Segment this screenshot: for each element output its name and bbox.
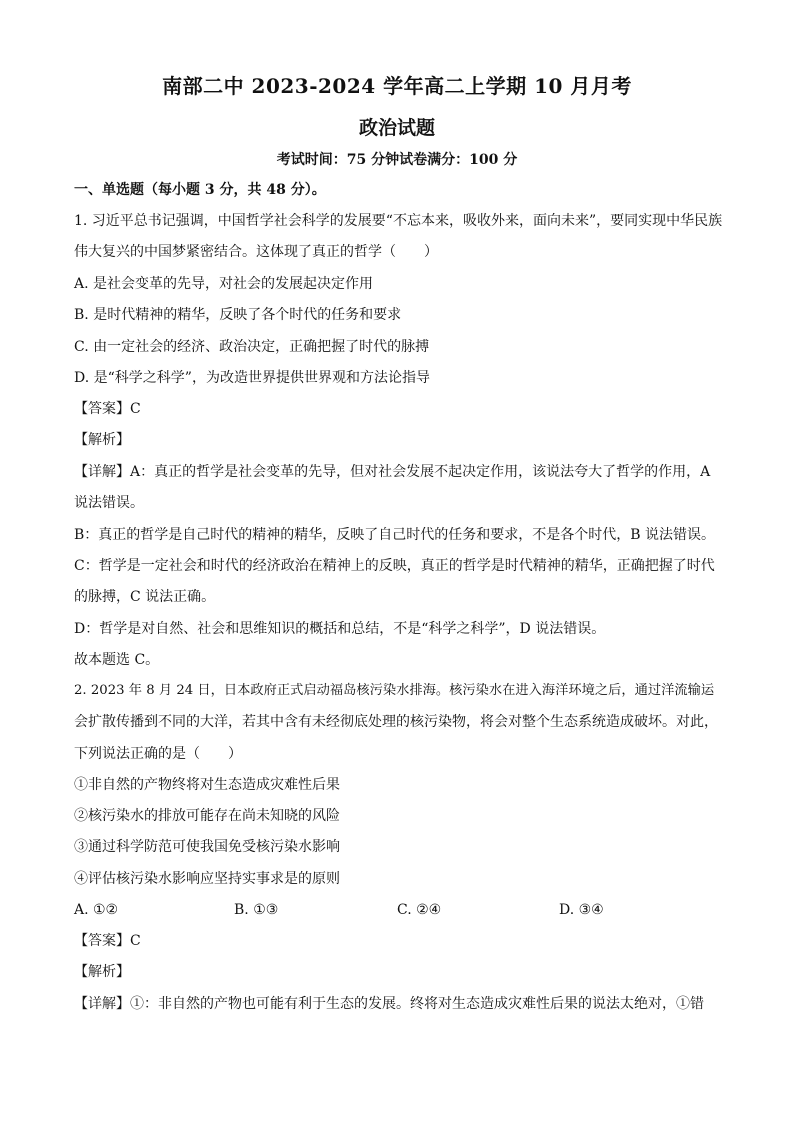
q1-detail-line2: 说法错误。: [74, 495, 144, 511]
q2-item-2: ②核污染水的排放可能存在尚未知晓的风险: [74, 808, 340, 824]
q1-option-a: A. 是社会变革的先导，对社会的发展起决定作用: [74, 276, 374, 292]
q2-option-b: B. ①③: [234, 902, 279, 918]
q1-detail-line3: B：真正的哲学是自己时代的精神的精华，反映了自己时代的任务和要求，不是各个时代，B 说法错误。: [74, 527, 716, 543]
q1-option-c: C. 由一定社会的经济、政治决定，正确把握了时代的脉搏: [74, 339, 430, 355]
q1-option-b: B. 是时代精神的精华，反映了各个时代的任务和要求: [74, 307, 402, 323]
q2-detail-line1: 【详解】①：非自然的产物也可能有利于生态的发展。终将对生态造成灾难性后果的说法太绝对，①错: [74, 996, 704, 1012]
q1-detail-line1: 【详解】A：真正的哲学是社会变革的先导，但对社会发展不起决定作用，该说法夸大了哲学的作用，A: [74, 464, 711, 480]
subject-title: 政治试题: [358, 117, 435, 139]
q2-stem-line1: 2. 2023 年 8 月 24 日，日本政府正式启动福岛核污染水排海。核污染水在进入海洋环境之后，通过洋流输运: [74, 683, 715, 698]
q1-answer: 【答案】C: [74, 401, 141, 417]
q2-item-4: ④评估核污染水影响应坚持实事求是的原则: [74, 871, 340, 887]
q1-option-d: D. 是“科学之科学”，为改造世界提供世界观和方法论指导: [74, 370, 430, 386]
q2-stem-line3: 下列说法正确的是（ ）: [74, 746, 242, 762]
exam-info: 考试时间：75 分钟试卷满分：100 分: [276, 152, 518, 168]
exam-title: 南部二中 2023-2024 学年高二上学期 10 月月考: [162, 74, 632, 98]
q1-detail-line4: C：哲学是一定社会和时代的经济政治在精神上的反映，真正的哲学是时代精神的精华，正确把握了时代: [74, 558, 715, 574]
q2-option-d: D. ③④: [559, 902, 604, 918]
q2-answer: 【答案】C: [74, 933, 141, 949]
q2-analysis: 【解析】: [74, 964, 130, 980]
q2-option-c: C. ②④: [397, 902, 442, 918]
q1-detail-line6: D：哲学是对自然、社会和思维知识的概括和总结，不是“科学之科学”，D 说法错误。: [74, 621, 606, 637]
section-heading: 一、单选题（每小题 3 分，共 48 分）。: [74, 182, 326, 198]
q1-stem-line2: 伟大复兴的中国梦紧密结合。这体现了真正的哲学（ ）: [74, 244, 438, 260]
q2-item-1: ①非自然的产物终将对生态造成灾难性后果: [74, 777, 340, 793]
q1-analysis: 【解析】: [74, 432, 130, 448]
q2-option-a: A. ①②: [74, 902, 119, 918]
q1-conclusion: 故本题选 C。: [74, 652, 160, 668]
q2-stem-line2: 会扩散传播到不同的大洋，若其中含有未经彻底处理的核污染物，将会对整个生态系统造成破坏。对此，: [74, 714, 718, 730]
q1-stem-line1: 1. 习近平总书记强调，中国哲学社会科学的发展要“不忘本来，吸收外来，面向未来”，要同实现中华民族: [74, 213, 723, 229]
q2-item-3: ③通过科学防范可使我国免受核污染水影响: [74, 839, 340, 855]
q1-detail-line5: 的脉搏，C 说法正确。: [74, 589, 216, 605]
